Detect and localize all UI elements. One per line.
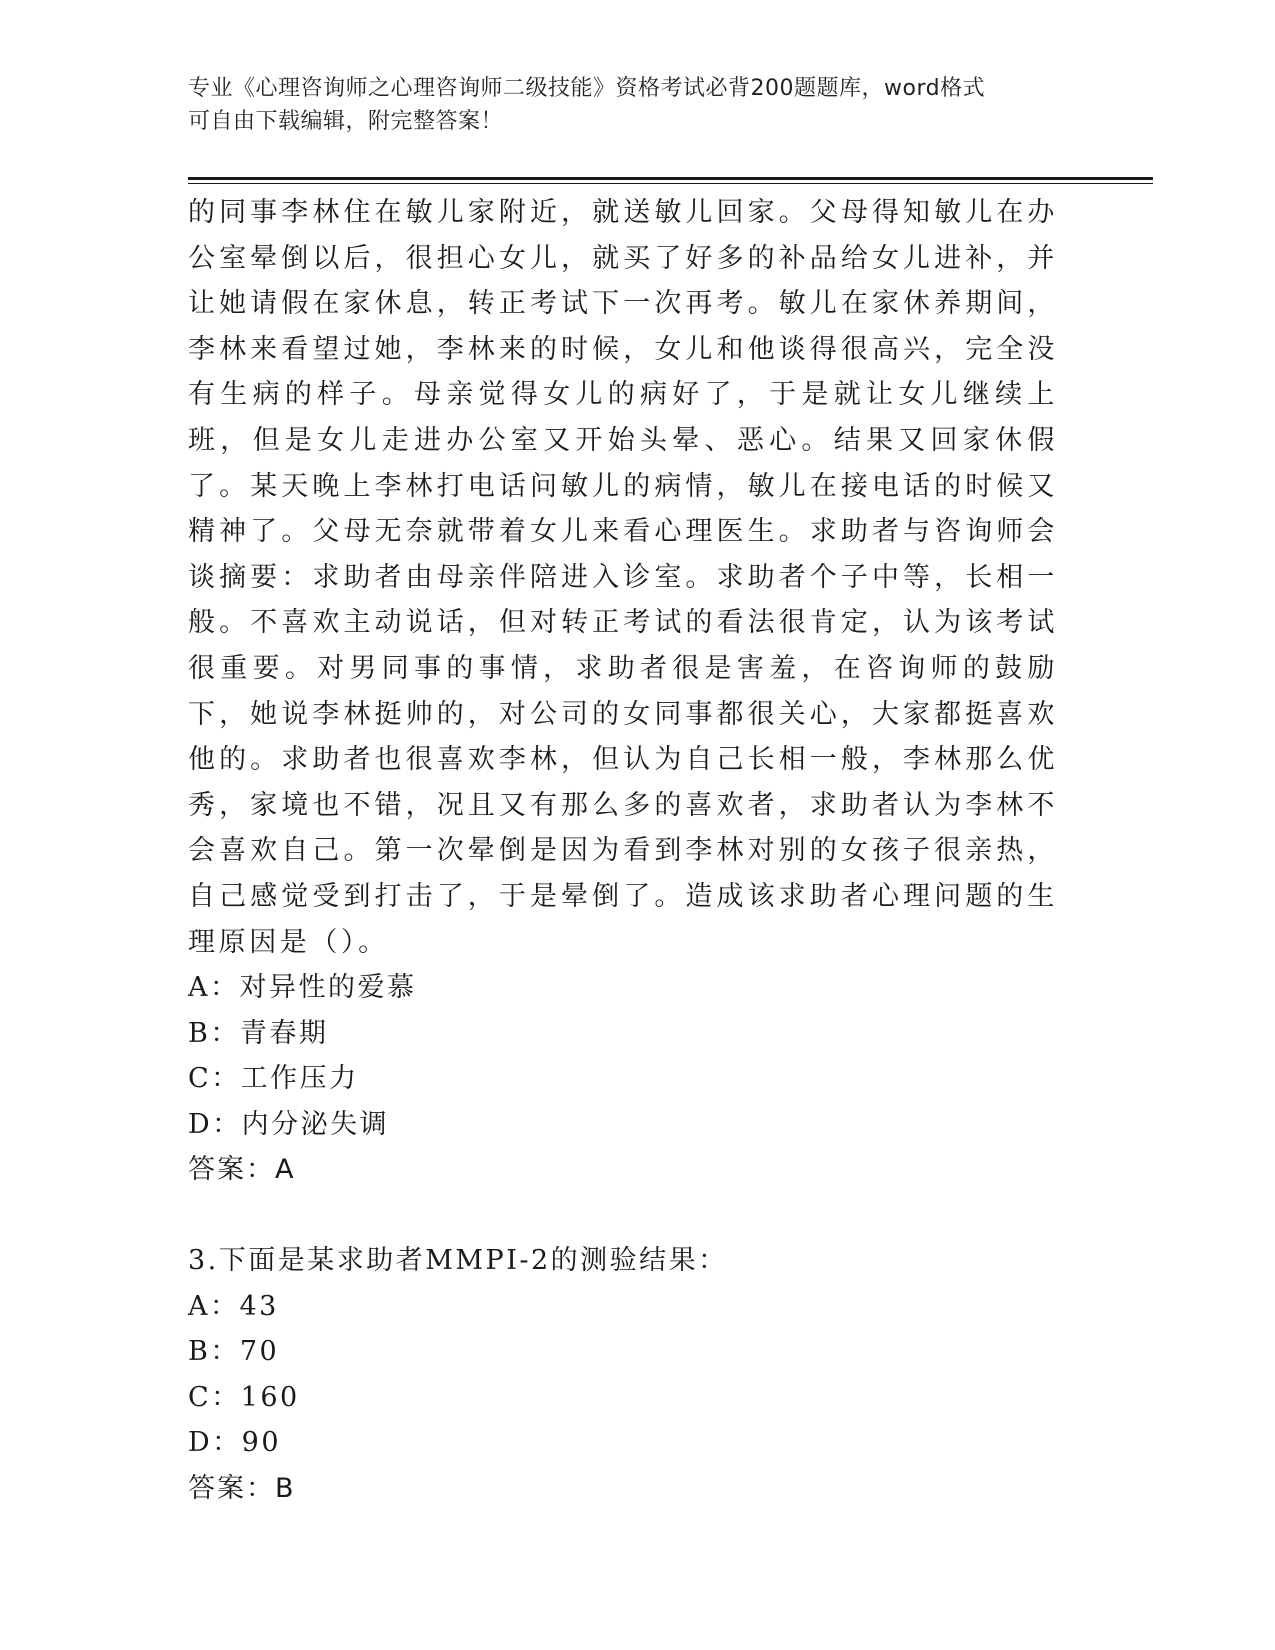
question-2-option-d: D：内分泌失调 xyxy=(188,1108,390,1140)
question-3-option-b: B：70 xyxy=(188,1336,280,1368)
question-2-option-b: B：青春期 xyxy=(188,1017,329,1049)
question-3-option-d: D：90 xyxy=(188,1427,282,1459)
document-body xyxy=(188,190,1058,1512)
header-divider-thin xyxy=(188,183,1153,184)
question-2 xyxy=(188,190,1058,1193)
header-line-1: 专业《心理咨询师之心理咨询师二级技能》资格考试必背200题题库，word格式 xyxy=(188,76,986,101)
question-2-option-a: A：对异性的爱慕 xyxy=(188,972,417,1004)
question-3 xyxy=(188,1238,1058,1512)
header-line-2: 可自由下载编辑，附完整答案！ xyxy=(188,109,504,134)
document-header xyxy=(188,72,1068,138)
question-3-answer: 答案：B xyxy=(188,1473,296,1505)
question-spacer xyxy=(188,1193,1058,1238)
question-3-text: 3.下面是某求助者MMPI-2的测验结果： xyxy=(188,1245,728,1277)
question-3-option-a: A：43 xyxy=(188,1290,279,1322)
header-divider-thick xyxy=(188,177,1153,180)
question-3-option-c: C：160 xyxy=(188,1381,300,1413)
question-2-answer: 答案：A xyxy=(188,1154,296,1186)
question-2-option-c: C：工作压力 xyxy=(188,1063,359,1095)
question-2-text: 的同事李林住在敏儿家附近，就送敏儿回家。父母得知敏儿在办公室晕倒以后，很担心女儿，就买了好多的补品给女儿进补，并让她请假在家休息，转正考试下一次再考。敏儿在家休养期间，李林来看望过她，李林来的时候，女儿和他谈得很高兴，完全没有生病的样子。母亲觉得女儿的病好了，于是就让女儿继续上班，但是女儿走进办公室又开始头晕、恶心。结果又回家休假了。某天晚上李林打电话问敏儿的病情，敏儿在接电话的时候又精神了。父母无奈就带着女儿来看心理医生。求助者与咨询师会谈摘要：求助者由母亲伴陪进入诊室。求助者个子中等，长相一般。不喜欢主动说话，但对转正考试的看法很肯定，认为该考试很重要。对男同事的事情，求助者很是害羞，在咨询师的鼓励下，她说李林挺帅的，对公司的女同事都很关心，大家都挺喜欢他的。求助者也很喜欢李林，但认为自己长相一般，李林那么优秀，家境也不错，况且又有那么多的喜欢者，求助者认为李林不会喜欢自己。第一次晕倒是因为看到李林对别的女孩子很亲热，自己感觉受到打击了，于是晕倒了。造成该求助者心理问题的生理原因是（）。 xyxy=(188,197,1058,958)
